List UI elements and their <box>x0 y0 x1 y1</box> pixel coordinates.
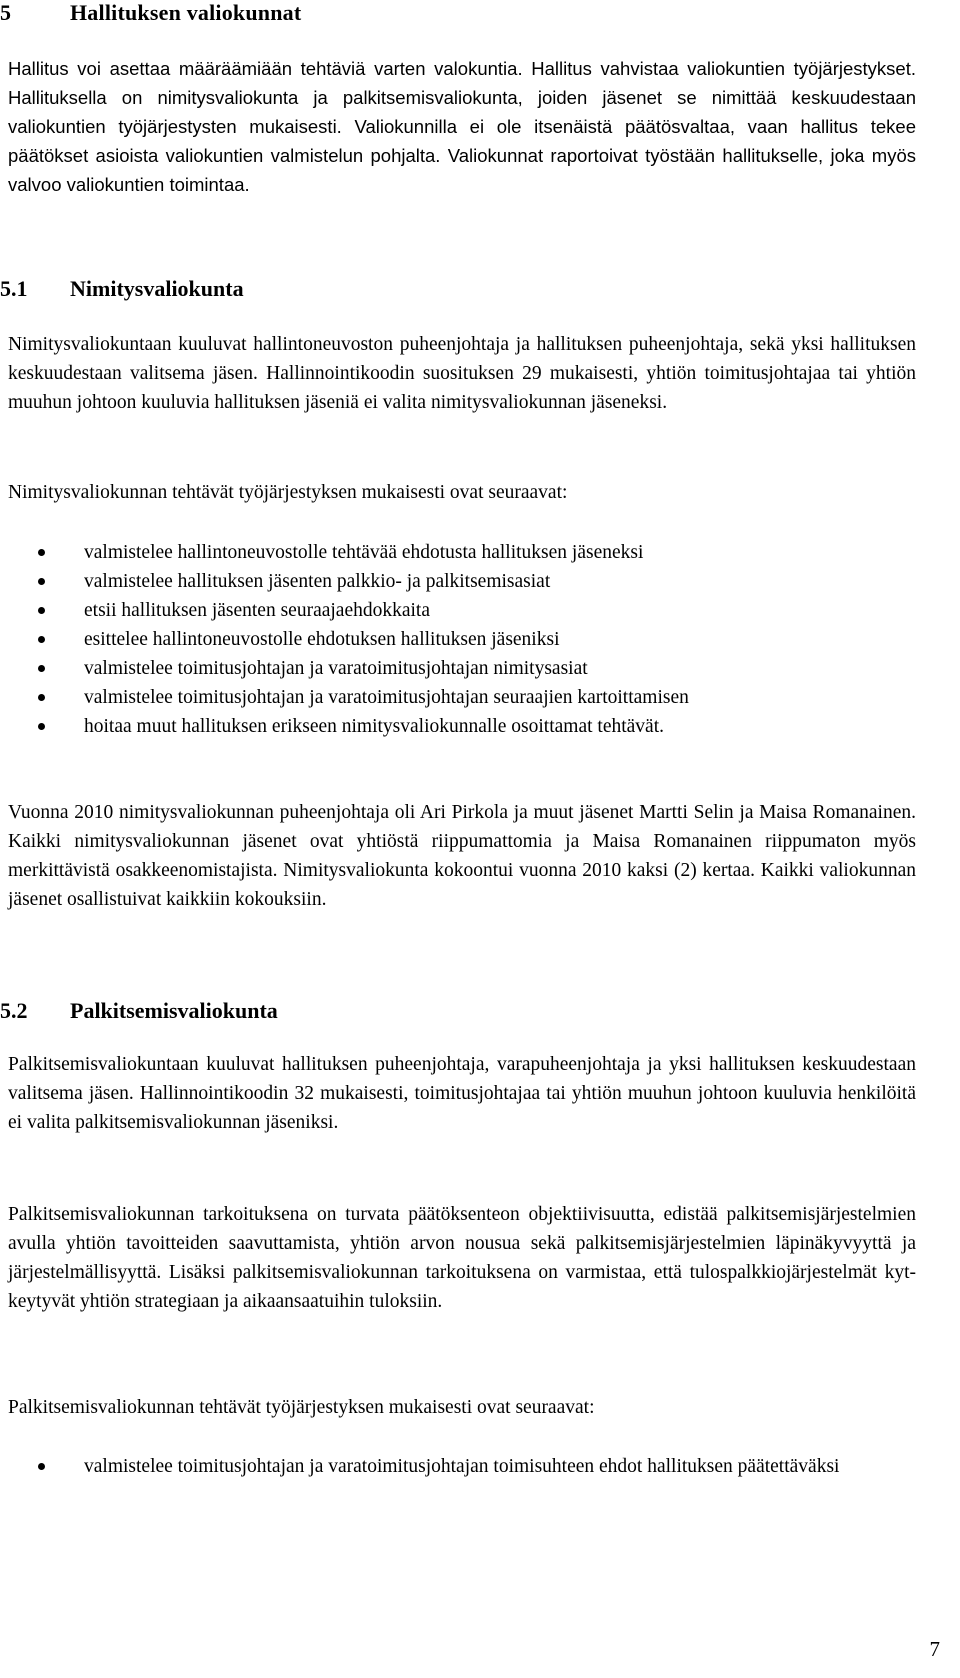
bullet-icon <box>38 636 45 643</box>
palkitsemisvaliokunta-members-paragraph: Palkitsemisvaliokuntaan kuuluvat hallituksen puheenjohtaja, varapuheenjohtaja ja yksi hallituksen keskuudestaan valitsema jäsen. Hallinnointikoodin 32 mukaisesti, toimitusjohtajaa tai yhtiön muuhun johtoon kuuluvia henkilöitä ei valita palkitsemisvaliokunnan jäseniksi. <box>8 1054 916 1133</box>
section-number: 5.1 <box>0 276 28 301</box>
section-title: Palkitsemisvaliokunta <box>70 998 278 1023</box>
palkitsemisvaliokunta-purpose-paragraph: Palkitsemisvaliokunnan tarkoituksena on turvata päätöksenteon objektiivisuutta, edistää palkitsemisjärjestelmien avulla yhtiön tavoitteiden saavuttamista, yhtiön arvon nousua sekä palkitsemisjärjestelmien läpinäkyvyyttä ja järjestelmällisyyttä. Lisäksi palkitsemisvaliokunnan tarkoituksena on varmistaa, että tulospalkkiojärjestelmät kytkeytyvät yhtiön strategiaan ja aikaansaatuihin tuloksiin. <box>8 1204 916 1312</box>
bullet-icon <box>38 694 45 701</box>
bullet-icon <box>38 665 45 672</box>
list-item: valmistelee toimitusjohtajan ja varatoimitusjohtajan toimisuhteen ehdot hallituksen päätettäväksi <box>8 1452 888 1481</box>
section-title: Nimitysvaliokunta <box>70 276 244 301</box>
section-number: 5.2 <box>0 998 28 1023</box>
list-item: valmistelee hallintoneuvostolle tehtävää ehdotusta hallituksen jäseneksi <box>8 538 908 567</box>
list-item: valmistelee hallituksen jäsenten palkkio- ja palkitsemisasiat <box>8 567 908 596</box>
bullet-icon <box>38 607 45 614</box>
section-number: 5 <box>0 0 12 25</box>
section-5-intro-paragraph: Hallitus voi asettaa määräämiään tehtäviä varten valokuntia. Hallitus vahvistaa valiokuntien työjärjestykset. Hallituksella on nimitysvaliokunta ja palkitsemisvaliokunta, joiden jäsenet se nimittää keskuudestaan valiokuntien työjärjestysten mukaisesti. Valiokunnilla ei ole itsenäistä päätösvaltaa, vaan hallitus tekee päätökset asioista valiokuntien valmistelun pohjalta. Valiokunnat raportoivat työstään hallitukselle, joka myös valvoo valiokuntien toimintaa. <box>8 58 916 195</box>
section-5-1-heading <box>0 276 244 302</box>
section-5-2-heading <box>0 998 278 1024</box>
list-item: hoitaa muut hallituksen erikseen nimitysvaliokunnalle osoittamat tehtävät. <box>8 712 908 741</box>
section-title: Hallituksen valiokunnat <box>70 0 302 25</box>
section-5-heading <box>0 0 301 26</box>
list-item: valmistelee toimitusjohtajan ja varatoimitusjohtajan nimitysasiat <box>8 654 908 683</box>
list-item: etsii hallituksen jäsenten seuraajaehdokkaita <box>8 596 908 625</box>
page-number: 7 <box>929 1637 940 1661</box>
bullet-icon <box>38 549 45 556</box>
bullet-icon <box>38 723 45 730</box>
list-item: esittelee hallintoneuvostolle ehdotuksen hallituksen jäseniksi <box>8 625 908 654</box>
palkitsemisvaliokunta-task-list <box>8 1452 888 1481</box>
nimitysvaliokunta-tasks-intro: Nimitysvaliokunnan tehtävät työjärjestyksen mukaisesti ovat seuraavat: <box>8 482 568 503</box>
nimitysvaliokunta-members-paragraph: Nimitysvaliokuntaan kuuluvat hallintoneuvoston puheenjohtaja ja hallituksen puheenjohtaja, sekä yksi hallituksen keskuudestaan valitsema jäsen. Hallinnointikoodin suosituksen 29 mukaisesti, yhtiön toimitusjohtajaa tai yhtiön muuhun johtoon kuuluvia hallituksen jäseniä ei valita nimitysvaliokunnan jäseneksi. <box>8 334 916 413</box>
bullet-icon <box>38 1463 45 1470</box>
palkitsemisvaliokunta-tasks-intro: Palkitsemisvaliokunnan tehtävät työjärjestyksen mukaisesti ovat seuraavat: <box>8 1397 595 1418</box>
nimitysvaliokunta-2010-paragraph: Vuonna 2010 nimitysvaliokunnan puheenjohtaja oli Ari Pirkola ja muut jäsenet Martti Selin ja Maisa Romanainen. Kaikki nimitysvaliokunnan jäsenet ovat yhtiöstä riippumattomia ja Maisa Romanainen riippumaton myös merkittävistä osakkeenomistajista. Nimitysvaliokunta kokoontui vuonna 2010 kaksi (2) kertaa. Kaikki valiokunnan jäsenet osallistuivat kaikkiin kokouksiin. <box>8 802 916 910</box>
nimitysvaliokunta-task-list <box>8 538 908 741</box>
bullet-icon <box>38 578 45 585</box>
list-item: valmistelee toimitusjohtajan ja varatoimitusjohtajan seuraajien kartoittamisen <box>8 683 908 712</box>
